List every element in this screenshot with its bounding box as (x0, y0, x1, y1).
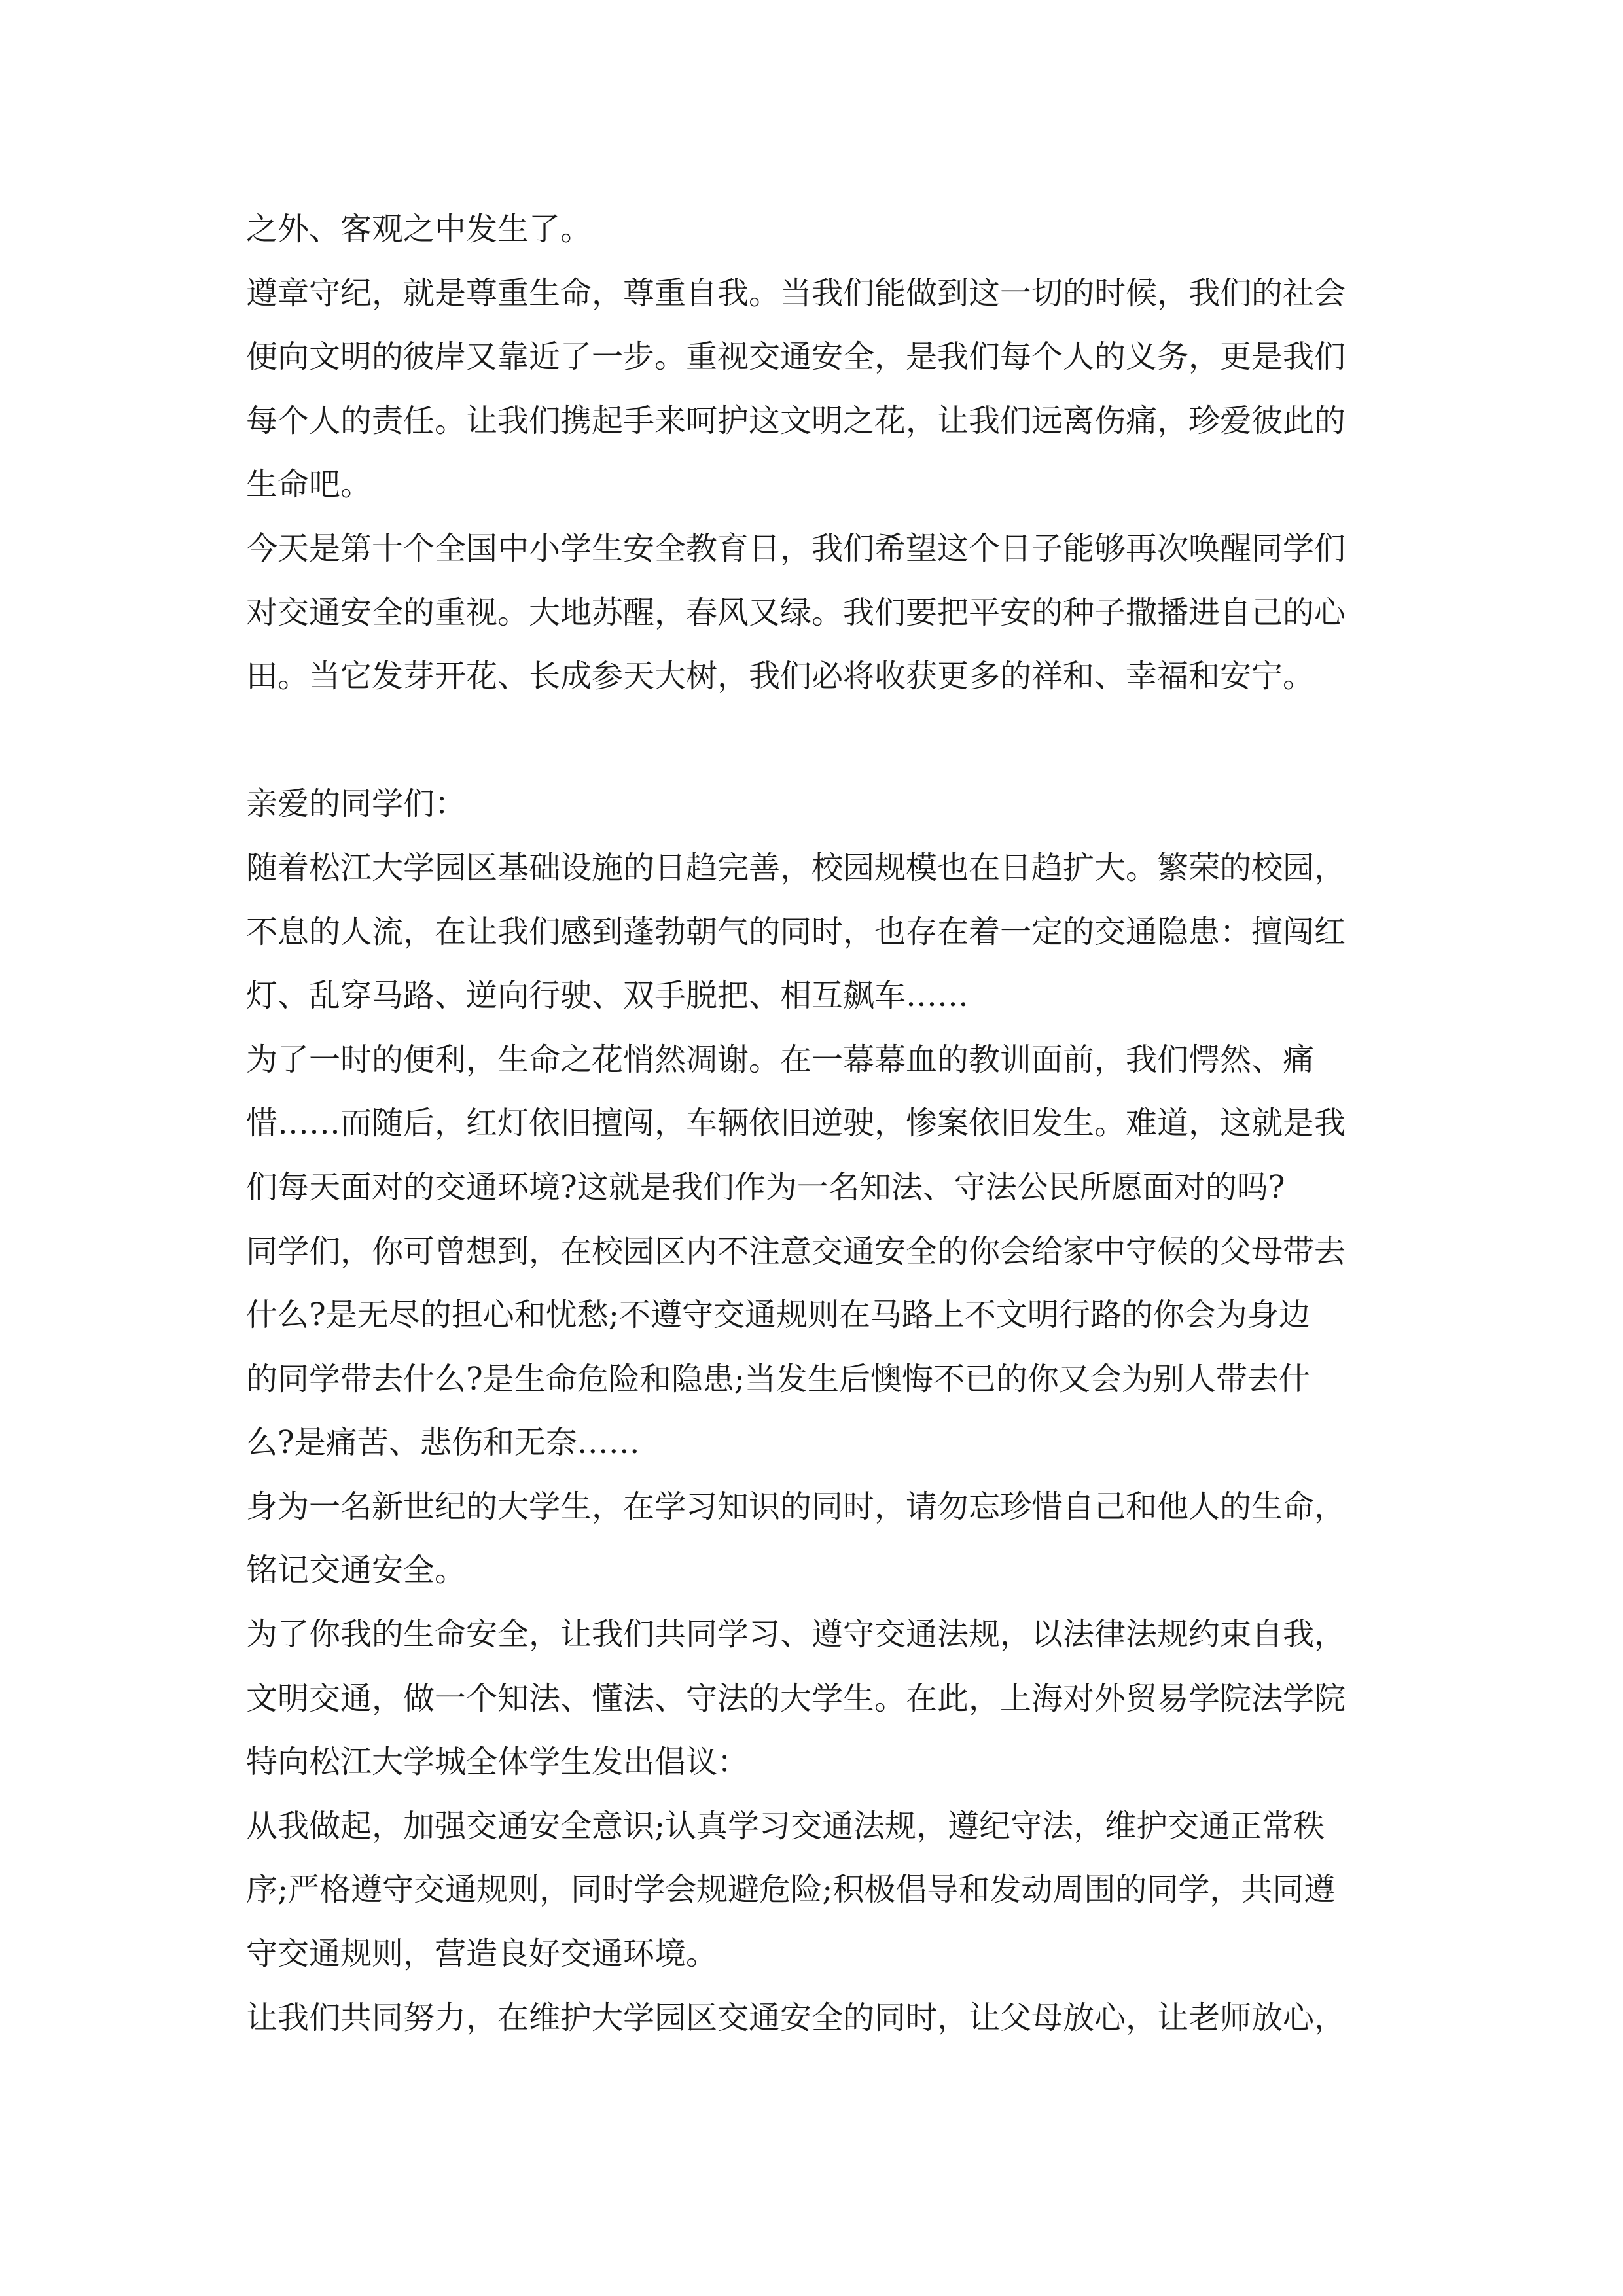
text-line: 每个人的责任。让我们携起手来呵护这文明之花，让我们远离伤痛，珍爱彼此的 (246, 402, 1346, 439)
text-line: 让我们共同努力，在维护大学园区交通安全的同时，让父母放心，让老师放心， (246, 1999, 1346, 2036)
salutation: 亲爱的同学们： (246, 785, 467, 823)
paragraph-gap (246, 709, 1398, 773)
text-line: 么?是痛苦、悲伤和无奈…… (246, 1424, 640, 1462)
text-line: 序;严格遵守交通规则，同时学会规避危险;积极倡导和发动周围的同学，共同遵 (246, 1871, 1336, 1909)
text-line: 同学们，你可曾想到，在校园区内不注意交通安全的你会给家中守候的父母带去 (246, 1232, 1346, 1270)
document-body (246, 198, 1398, 2050)
text-line: 从我做起，加强交通安全意识;认真学习交通法规，遵纪守法，维护交通正常秩 (246, 1807, 1325, 1844)
text-line: 便向文明的彼岸又靠近了一步。重视交通安全，是我们每个人的义务，更是我们 (246, 338, 1346, 376)
text-line: 之外、客观之中发生了。 (246, 211, 592, 247)
text-line: 守交通规则，营造良好交通环境。 (246, 1935, 718, 1973)
text-line: 不息的人流，在让我们感到蓬勃朝气的同时，也存在着一定的交通隐患：擅闯红 (246, 913, 1346, 950)
text-line: 惜……而随后，红灯依旧擅闯，车辆依旧逆驶，惨案依旧发生。难道，这就是我 (246, 1105, 1346, 1142)
text-line: 为了你我的生命安全，让我们共同学习、遵守交通法规，以法律法规约束自我， (246, 1616, 1346, 1653)
text-line: 遵章守纪，就是尊重生命，尊重自我。当我们能做到这一切的时候，我们的社会 (246, 274, 1346, 312)
text-line: 为了一时的便利，生命之花悄然凋谢。在一幕幕血的教训面前，我们愕然、痛 (246, 1041, 1315, 1078)
text-line: 生命吧。 (246, 466, 372, 503)
text-line: 的同学带去什么?是生命危险和隐患;当发生后懊悔不已的你又会为别人带去什 (246, 1360, 1310, 1397)
text-line: 对交通安全的重视。大地苏醒，春风又绿。我们要把平安的种子撒播进自己的心 (246, 594, 1346, 631)
text-line: 什么?是无尽的担心和忧愁;不遵守交通规则在马路上不文明行路的你会为身边 (246, 1297, 1310, 1334)
text-line: 身为一名新世纪的大学生，在学习知识的同时，请勿忘珍惜自己和他人的生命， (246, 1488, 1346, 1525)
text-line: 今天是第十个全国中小学生安全教育日，我们希望这个日子能够再次唤醒同学们 (246, 529, 1346, 567)
text-line: 随着松江大学园区基础设施的日趋完善，校园规模也在日趋扩大。繁荣的校园， (246, 849, 1346, 886)
text-line: 灯、乱穿马路、逆向行驶、双手脱把、相互飙车…… (246, 977, 969, 1014)
text-line: 们每天面对的交通环境?这就是我们作为一名知法、守法公民所愿面对的吗? (246, 1168, 1285, 1206)
text-line: 文明交通，做一个知法、懂法、守法的大学生。在此，上海对外贸易学院法学院 (246, 1679, 1346, 1717)
text-line: 田。当它发芽开花、长成参天大树，我们必将收获更多的祥和、幸福和安宁。 (246, 658, 1315, 695)
text-line: 特向松江大学城全体学生发出倡议： (246, 1744, 749, 1781)
text-line: 铭记交通安全。 (246, 1552, 467, 1589)
